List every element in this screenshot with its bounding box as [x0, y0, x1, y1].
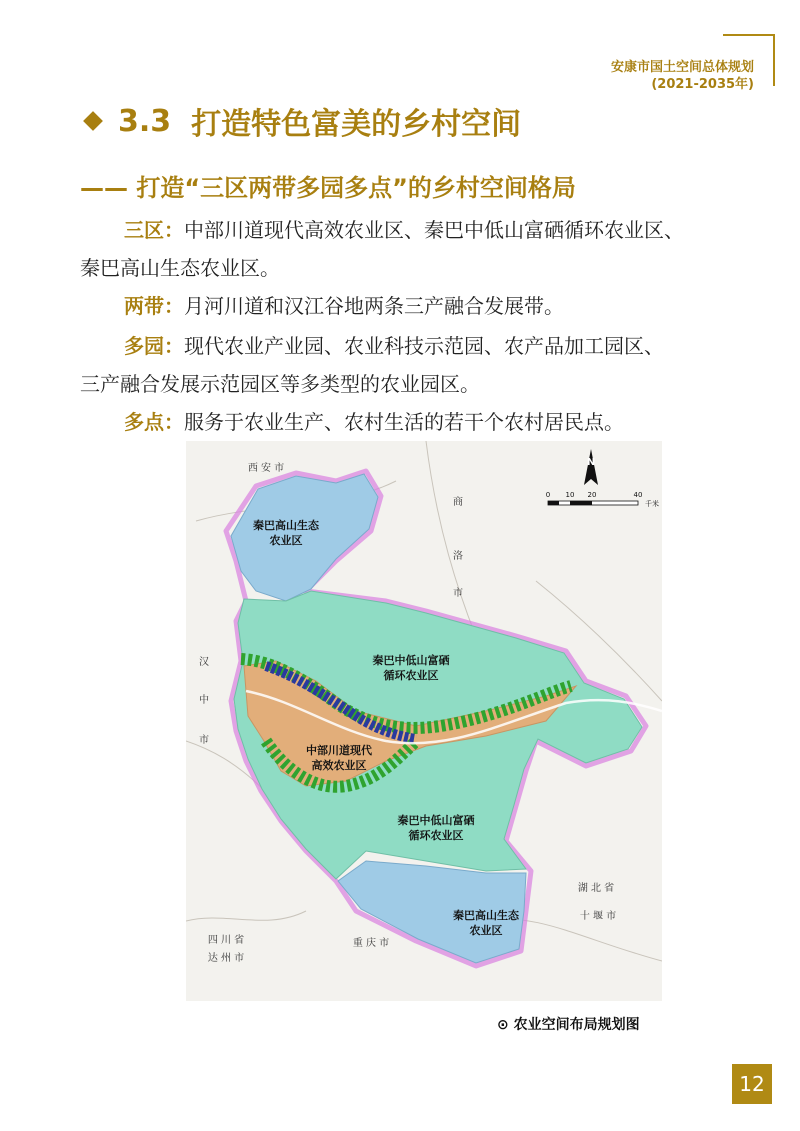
term-label: 多园：: [124, 334, 184, 358]
term-label: 三区：: [124, 218, 184, 242]
zone-label-central-1: 中部川道现代: [306, 744, 372, 757]
term-label: 多点：: [124, 410, 184, 434]
neighbor-shangluo-2: 洛: [453, 551, 463, 562]
svg-text:循环农业区: [384, 668, 439, 682]
paragraph-text: 月河川道和汉江谷地两条三产融合发展带。: [184, 294, 564, 318]
agricultural-space-map: [186, 441, 662, 1001]
section-title: [80, 96, 521, 146]
neighbor-sichuan: 四 川 省: [207, 935, 245, 946]
scale-bar: [546, 491, 659, 508]
paragraph-multi-parks: [80, 327, 740, 403]
svg-text:高效农业区: [312, 758, 367, 772]
zone-label-north-mid-1: 秦巴中低山富硒: [372, 654, 450, 667]
zone-label-south-mid-1: 秦巴中低山富硒: [397, 814, 475, 827]
zone-label-south-high-1: 秦巴高山生态: [453, 909, 519, 922]
paragraph-three-zones: [80, 211, 740, 287]
north-arrow-icon: [584, 449, 598, 485]
paragraph-two-belts: [80, 287, 740, 325]
paragraph-text-continued: 秦巴高山生态农业区。: [80, 256, 280, 280]
svg-text:N: N: [586, 457, 596, 468]
neighbor-xian: 西 安 市: [247, 463, 285, 474]
term-label: 两带：: [124, 294, 184, 318]
section-number: 3.3: [118, 103, 172, 139]
svg-text:0: 0: [545, 491, 551, 499]
header-years: (2021-2035年): [651, 77, 754, 92]
section-title-text: 打造特色富美的乡村空间: [191, 107, 522, 142]
svg-text:千米: 千米: [645, 500, 659, 508]
zone-label-north-high-1: 秦巴高山生态: [253, 519, 319, 532]
neighbor-dazhou: 达 州 市: [207, 953, 245, 964]
neighbor-chongqing: 重 庆 市: [352, 938, 390, 949]
header-title: 安康市国土空间总体规划: [610, 60, 754, 75]
diamond-bullet-icon: [83, 111, 103, 131]
svg-text:中部川道现代: [306, 743, 373, 757]
paragraph-multi-points: [80, 403, 740, 441]
map-caption: ⊙ 农业空间布局规划图: [497, 1017, 640, 1033]
neighbor-shangluo-1: 商: [453, 497, 463, 508]
paragraph-text: 现代农业产业园、农业科技示范园、农产品加工园区、: [184, 334, 664, 358]
subtitle: —— 打造“三区两带多园多点”的乡村空间格局: [80, 174, 576, 202]
paragraph-text-continued: 三产融合发展示范园区等多类型的农业园区。: [80, 372, 480, 396]
neighbor-hanzhong-2: 中: [199, 695, 209, 706]
svg-text:秦巴高山生态: [452, 908, 520, 922]
svg-text:10: 10: [565, 491, 575, 499]
svg-text:秦巴高山生态: [252, 518, 320, 532]
svg-text:农业区: [470, 923, 503, 937]
svg-text:20: 20: [587, 491, 597, 499]
neighbor-shangluo-3: 市: [453, 588, 463, 599]
svg-text:农业区: [270, 533, 303, 547]
page-number: 12: [732, 1064, 772, 1104]
neighbor-hubei: 湖 北 省: [577, 883, 615, 894]
neighbor-hanzhong-1: 汉: [199, 657, 209, 668]
svg-text:循环农业区: [409, 828, 464, 842]
zone-label-central-2: 高效农业区: [311, 759, 367, 772]
svg-text:40: 40: [633, 491, 643, 499]
zone-label-south-mid-2: 循环农业区: [408, 829, 464, 842]
svg-text:秦巴中低山富硒: [397, 813, 475, 827]
zone-label-north-mid-2: 循环农业区: [383, 669, 439, 682]
paragraph-text: 服务于农业生产、农村生活的若干个农村居民点。: [184, 410, 624, 434]
neighbor-hanzhong-3: 市: [199, 735, 209, 746]
zone-label-south-high-2: 农业区: [469, 924, 503, 937]
svg-text:秦巴中低山富硒: [372, 653, 450, 667]
paragraph-text: 中部川道现代高效农业区、秦巴中低山富硒循环农业区、: [184, 218, 684, 242]
zone-label-north-high-2: 农业区: [269, 534, 303, 547]
neighbor-shiyan: 十 堰 市: [579, 911, 617, 922]
document-header: [611, 59, 754, 93]
